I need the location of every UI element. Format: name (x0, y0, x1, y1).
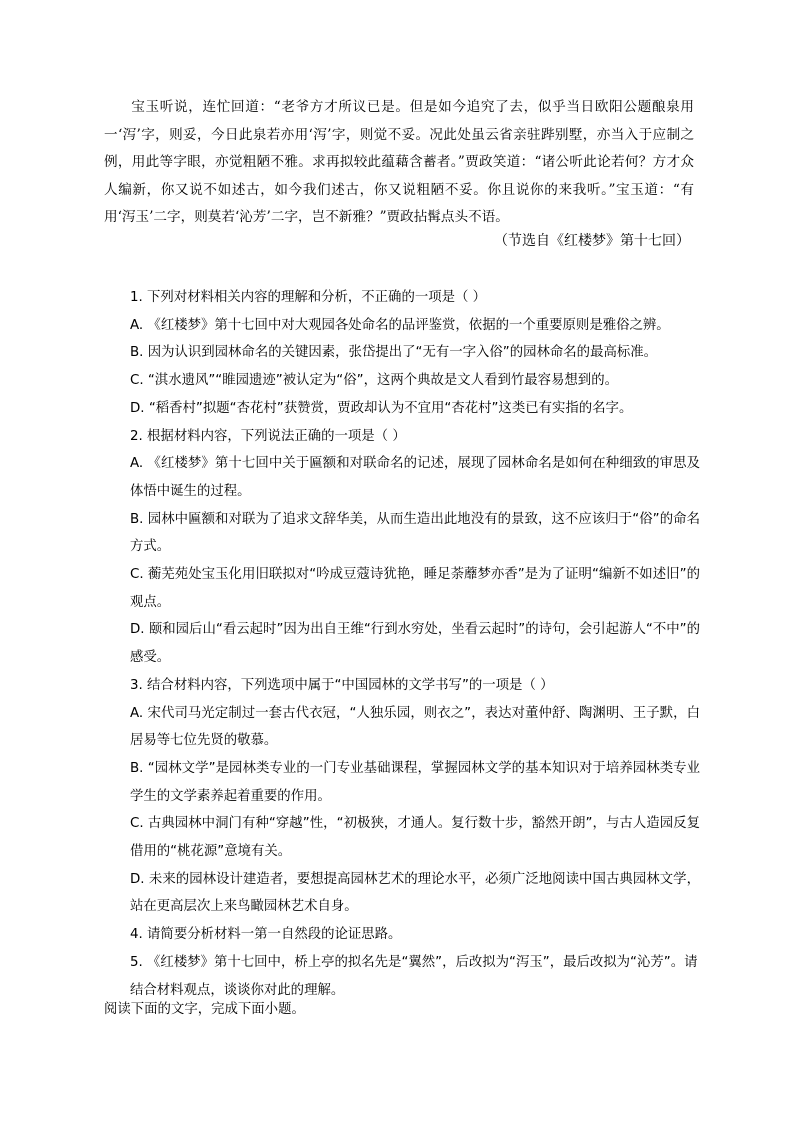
question-stem: 1. 下列对材料相关内容的理解和分析，不正确的一项是（ ） (130, 290, 487, 305)
option-b: B. 因为认识到园林命名的关键因素，张岱提出了“无有一字入俗”的园林命名的最高标准。 (130, 345, 658, 361)
question-4 (130, 921, 700, 949)
option-c: C. 古典园林中洞门有种“穿越”性，“初极狭，才通人。复行数十步，豁然开朗”，与古人造园反复借用的“桃花源”意境有关。 (130, 816, 700, 860)
passage-excerpt (104, 94, 694, 232)
option-b: B. 园林中匾额和对联为了追求文辞华美，从而生造出此地没有的景致，这不应该归于“俗”的命名方式。 (130, 511, 700, 555)
question-3 (130, 672, 700, 921)
option-a: A. 《红楼梦》第十七回中关于匾额和对联命名的记述，展现了园林命名是如何在种细致的审思及体悟中诞生的过程。 (130, 456, 700, 499)
question-stem: 4. 请简要分析材料一第一自然段的论证思路。 (130, 927, 402, 943)
question-2 (130, 423, 700, 672)
option-d: D. 未来的园林设计建造者，要想提高园林艺术的理论水平，必须广泛地阅读中国古典园林文学，站在更高层次上来鸟瞰园林艺术自身。 (130, 871, 700, 915)
option-a: A. 《红楼梦》第十七回中对大观园各处命名的品评鉴赏，依据的一个重要原则是雅俗之辨。 (130, 317, 670, 333)
question-1 (130, 284, 700, 423)
question-stem: 2. 根据材料内容，下列说法正确的一项是（ ） (130, 428, 406, 444)
source-citation: （节选自《红楼梦》第十七回） (494, 233, 690, 249)
passage-paragraph: 宝玉听说，连忙回道：“老爷方才所议已是。但是如今追究了去，似乎当日欧阳公题酿泉用一‘泻’字，则妥，今日此泉若亦用‘泻’字，则觉不妥。况此处虽云省亲驻跸别墅，亦当入于应制之例，用此等字眼，亦觉粗陋不雅。求再拟较此蕴藉含蓄者。”贾政笑道：“诸公听此论若何？方才众人编新，你又说不如述古，如今我们述古，你又说粗陋不妥。你且说你的来我听。”宝玉道：“有用‘泻玉’二字，则莫若‘沁芳’二字，岂不新雅？”贾政拈髯点头不语。 (104, 99, 694, 225)
reading-instruction: 阅读下面的文字，完成下面小题。 (104, 1002, 305, 1017)
question-stem: 3. 结合材料内容，下列选项中属于“中国园林的文学书写”的一项是（ ） (130, 677, 554, 693)
option-d: D. “稻香村”拟题“杏花村”获赞赏，贾政却认为不宜用“杏花村”这类已有实指的名字。 (130, 400, 633, 416)
option-d: D. 颐和园后山“看云起时”因为出自王维“行到水穷处，坐看云起时”的诗句，会引起游人“不中”的感受。 (130, 622, 700, 666)
question-list (130, 284, 700, 1004)
option-b: B. “园林文学”是园林类专业的一门专业基础课程，掌握园林文学的基本知识对于培养园林类专业学生的文学素养起着重要的作用。 (130, 760, 700, 804)
option-c: C. 蘅芜苑处宝玉化用旧联拟对“吟成豆蔻诗犹艳，睡足荼蘼梦亦香”是为了证明“编新不如述旧”的观点。 (130, 567, 700, 610)
option-a: A. 宋代司马光定制过一套古代衣冠，“人独乐园，则衣之”，表达对董仲舒、陶渊明、王子默，白居易等七位先贤的敬慕。 (130, 705, 700, 749)
question-stem: 5. 《红楼梦》第十七回中，桥上亭的拟名先是“翼然”，后改拟为“泻玉”，最后改拟为“沁芳”。请结合材料观点，谈谈你对此的理解。 (130, 954, 698, 998)
option-c: C. “淇水遗风”“睢园遗迹”被认定为“俗”，这两个典故是文人看到竹最容易想到的。 (130, 373, 618, 389)
